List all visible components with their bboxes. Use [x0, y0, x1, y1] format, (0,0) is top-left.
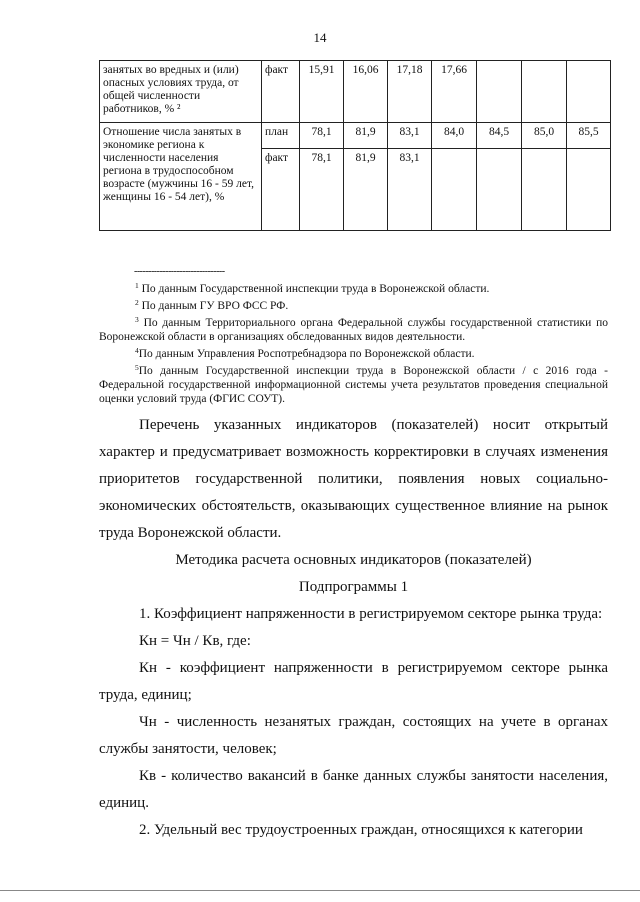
indicator-name: занятых во вредных и (или) опасных условиях труда, от общей численности работников, % ² [100, 61, 262, 123]
table-cell [477, 149, 522, 231]
item-1: 1. Коэффициент напряженности в регистрируемом секторе рынка труда: [139, 606, 603, 622]
indicator-name: Отношение числа занятых в экономике региона к численности населения региона в трудоспособном возрасте (мужчины 16 - 59 лет, женщины 16 - 54 лет), % [100, 123, 262, 231]
table-cell: 81,9 [344, 149, 388, 231]
table-cell: 78,1 [300, 149, 344, 231]
table-cell: 83,1 [388, 123, 432, 149]
row-kind: факт [262, 149, 300, 231]
formula: Кн = Чн / Кв, где: [139, 633, 251, 649]
definition-kn: Кн - коэффициент напряженности в регистрируемом секторе рынка труда, единиц; [99, 660, 608, 703]
table-row [100, 61, 611, 123]
page-number: 14 [313, 30, 327, 45]
footnote-separator: -------------------------------- [134, 266, 225, 277]
footnote-mark: 5 [135, 363, 139, 372]
footnote-mark: 2 [135, 298, 139, 307]
table-cell: 84,0 [432, 123, 477, 149]
paragraph-indicators-list: Перечень указанных индикаторов (показателей) носит открытый характер и предусматривает возможность корректировки в случаях изменения приоритетов государственной политики, появления новых социально-экономических обстоятельств, оказывающих существенное влияние на рынок труда Воронежской области. [99, 417, 608, 541]
table-cell: 81,9 [344, 123, 388, 149]
table-row [100, 123, 611, 149]
heading-method: Методика расчета основных индикаторов (показателей) [175, 552, 532, 568]
footnote-3 [99, 313, 608, 344]
table-cell [477, 61, 522, 123]
footnotes [99, 279, 608, 406]
table-cell [432, 149, 477, 231]
page-bottom-rule [0, 890, 640, 891]
footnote-text: По данным Государственной инспекции труда в Воронежской области. [141, 283, 490, 295]
table-cell: 17,66 [432, 61, 477, 123]
table-cell: 83,1 [388, 149, 432, 231]
table-cell: 17,18 [388, 61, 432, 123]
table-cell: 16,06 [344, 61, 388, 123]
footnote-5 [99, 361, 608, 406]
table-cell [522, 149, 567, 231]
footnote-text: По данным ГУ ВРО ФСС РФ. [141, 300, 289, 312]
table-cell [567, 149, 611, 231]
row-kind: план [262, 123, 300, 149]
table-cell: 85,5 [567, 123, 611, 149]
footnote-1 [99, 279, 608, 296]
table-cell: 85,0 [522, 123, 567, 149]
indicators-table [99, 60, 611, 231]
heading-subprogram: Подпрограммы 1 [298, 579, 409, 595]
definition-kv: Кв - количество вакансий в банке данных службы занятости населения, единиц. [99, 768, 608, 811]
footnote-text: По данным Управления Роспотребнадзора по Воронежской области. [138, 348, 475, 360]
table-cell: 15,91 [300, 61, 344, 123]
table-cell: 84,5 [477, 123, 522, 149]
body-text [99, 412, 608, 844]
footnote-text: По данным Государственной инспекции труда в Воронежской области / с 2016 года - Федеральной государственной информационной системы учета результатов проведения специальной оценки условий труда (ФГИС СОУТ). [99, 365, 608, 405]
footnote-text: По данным Территориального органа Федеральной службы государственной статистики по Воронежской области в организациях обследованных видов деятельности. [99, 317, 609, 343]
footnote-2 [99, 296, 608, 313]
table-cell [567, 61, 611, 123]
row-kind: факт [262, 61, 300, 123]
definition-chn: Чн - численность незанятых граждан, состоящих на учете в органах службы занятости, человек; [99, 714, 608, 757]
footnote-mark: 3 [135, 315, 139, 324]
table-cell [522, 61, 567, 123]
footnote-mark: 4 [135, 346, 139, 355]
item-2: 2. Удельный вес трудоустроенных граждан, относящихся к категории [139, 822, 583, 838]
table-cell: 78,1 [300, 123, 344, 149]
footnote-mark: 1 [135, 281, 139, 290]
footnote-4 [99, 344, 608, 361]
